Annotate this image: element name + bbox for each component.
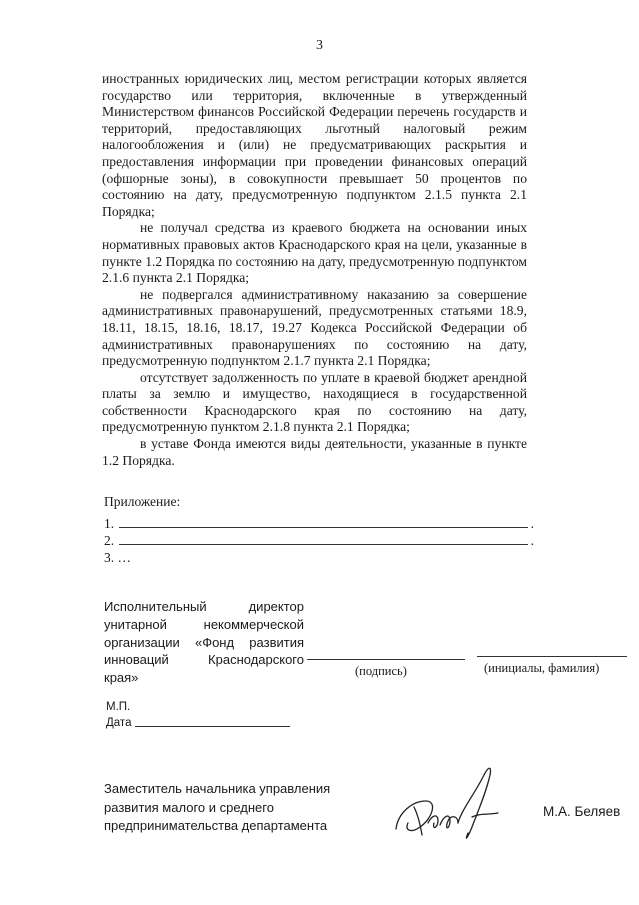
director-name-line: [477, 656, 627, 657]
attachment-line-2: [104, 532, 544, 549]
date-label: Дата: [106, 717, 132, 729]
deputy-line-1: Заместитель начальника управления: [104, 781, 331, 796]
stamp-mark: М.П.: [106, 701, 131, 713]
attachment-end-2: .: [530, 533, 534, 548]
director-line-1: Исполнительный директор: [104, 599, 304, 614]
attachment-number-1: 1.: [104, 516, 115, 531]
attachment-line-3: [104, 549, 544, 566]
director-title: [104, 598, 304, 687]
page-number: 3: [316, 38, 323, 53]
attachments-title: Приложение:: [104, 494, 181, 509]
attachments-section: [104, 494, 544, 566]
attachment-end-1: .: [530, 516, 534, 531]
date-line: [135, 726, 290, 727]
stamp-block: [106, 699, 131, 731]
paragraph-5: в уставе Фонда имеются виды деятельности, указанные в пункте 1.2 Порядка.: [102, 436, 527, 468]
director-signature-line: [307, 659, 465, 660]
attachment-fill-line-1: [119, 527, 528, 528]
handwritten-signature: [388, 757, 518, 852]
attachment-number-2: 2.: [104, 533, 115, 548]
attachment-item-3: 3. …: [104, 550, 131, 565]
document-body: [102, 71, 527, 469]
director-line-4: инноваций Краснодарского: [104, 652, 304, 668]
deputy-name: М.А. Беляев: [543, 804, 621, 819]
attachment-line-1: [104, 515, 544, 532]
deputy-line-3: предпринимательства департамента: [104, 818, 328, 833]
director-line-2: унитарной некоммерческой: [104, 616, 304, 632]
paragraph-1: иностранных юридических лиц, местом регистрации которых является государство или территория, включенные в утвержденный Министерством финансов Российской Федерации перечень государств и территорий, предоставляющих льготный налоговый режим налогообложения и (или) не предусматривающих раскрытия и предоставления информации при проведении финансовых операций (офшорные зоны), в совокупности превышает 50 процентов по состоянию на дату, предусмотренную подпунктом 2.1.5 пункта 2.1 Порядка;: [102, 71, 527, 219]
paragraph-4: отсутствует задолженность по уплате в краевой бюджет арендной платы за землю и имущество, находящиеся в государственной собственности Краснодарского края по состоянию на дату, предусмотренную пунктом 2.1.8 пункта 2.1 Порядка;: [102, 369, 527, 435]
deputy-line-2: развития малого и среднего: [104, 799, 274, 815]
deputy-title: [104, 780, 354, 836]
paragraph-2: не получал средства из краевого бюджета на основании иных нормативных правовых актов Краснодарского края на цели, указанные в пункте 1.2 Порядка по состоянию на дату, предусмотренную подпунктом 2.1.6 пункта 2.1 Порядка;: [102, 220, 527, 286]
director-line-5: края»: [104, 670, 139, 686]
initials-caption: (инициалы, фамилия): [484, 661, 600, 675]
signature-caption: (подпись): [355, 664, 407, 678]
attachment-fill-line-2: [119, 544, 528, 545]
paragraph-3: не подвергался административному наказанию за совершение административных правонарушений, предусмотренных статьями 18.9, 18.11, 18.15, 18.16, 18.17, 19.27 Кодекса Российской Федерации об административных правонарушениях по состоянию на дату, предусмотренную подпунктом 2.1.7 пункта 2.1 Порядка;: [102, 286, 527, 369]
director-line-3: организации «Фонд развития: [104, 634, 304, 650]
